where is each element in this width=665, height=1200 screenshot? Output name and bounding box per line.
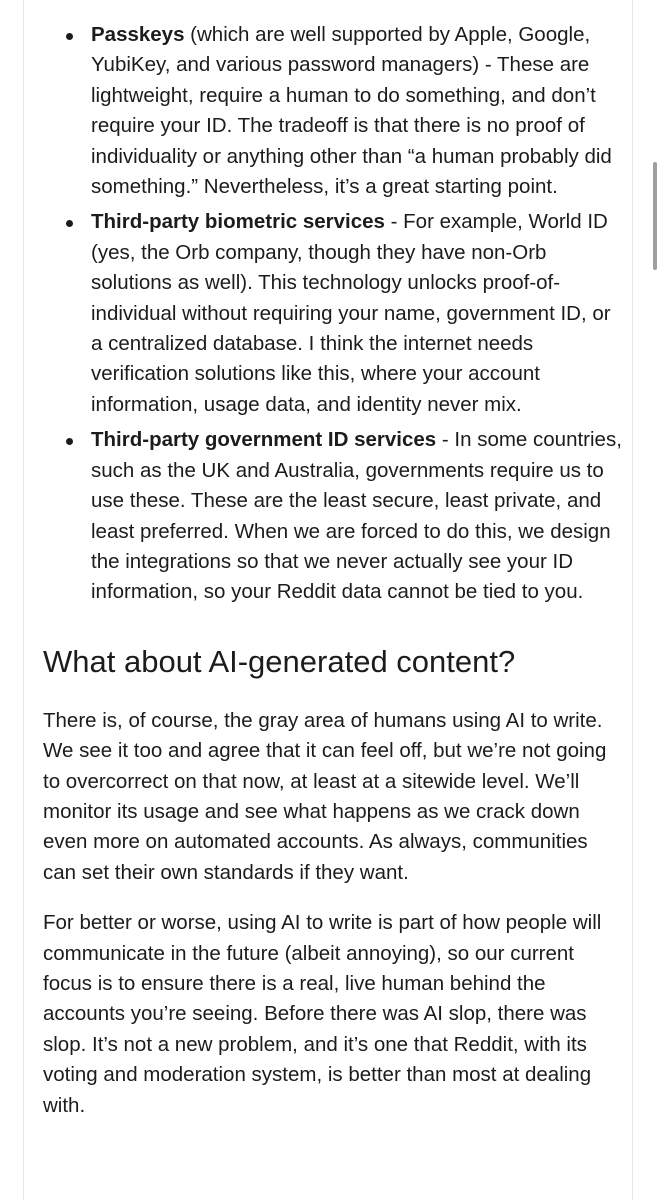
bullet-icon [66, 438, 73, 445]
paragraph-gray-area: There is, of course, the gray area of humans using AI to write. We see it too and agree that it can feel off, but we’re not going to overcorrect on that now, at least at a sitewide level. We’ll monitor its usage and see what happens as we crack down even more on automated accounts. As always, communities can set their own standards if they want. [43, 708, 607, 884]
list-item-text: - In some countries, such as the UK and Australia, governments require us to use these. These are the least secure, least private, and least preferred. When we are forced to do this, we design the integrations so that we never actually see your ID information, so your Reddit data cannot be tied to you. [91, 428, 622, 604]
content-right-border [632, 0, 633, 1200]
bullet-icon [66, 33, 73, 40]
article-body [43, 20, 625, 1141]
bullet-icon [66, 220, 73, 227]
list-item-passkeys [43, 20, 625, 202]
paragraph-future-communication: For better or worse, using AI to write is part of how people will communicate in the future (albeit annoying), so our current focus is to ensure there is a real, live human behind the accounts you’re seeing. Before there was AI slop, there was slop. It’s not a new problem, and it’s one that Reddit, with its voting and moderation system, is better than most at dealing with. [43, 911, 602, 1117]
list-item-text: (which are well supported by Apple, Google, YubiKey, and various password managers) - These are lightweight, require a human to do something, and don’t require your ID. The tradeoff is that there is no proof of individuality or anything other than “a human probably did something.” Nevertheless, it’s a great starting point. [91, 23, 612, 199]
content-left-border [23, 0, 24, 1200]
list-item-government-id [43, 425, 625, 607]
scrollbar-thumb[interactable] [653, 162, 657, 270]
list-item-term: Third-party biometric services [91, 210, 385, 234]
list-item-term: Third-party government ID services [91, 428, 437, 452]
list-item-text: - For example, World ID (yes, the Orb company, though they have non-Orb solutions as well). This technology unlocks proof-of-individual without requiring your name, government ID, or a centralized database. I think the internet needs verification solutions like this, where your account information, usage data, and identity never mix. [91, 210, 611, 416]
section-heading: What about AI-generated content? [43, 643, 516, 679]
list-item-biometric [43, 207, 625, 420]
verification-options-list [43, 20, 625, 608]
list-item-term: Passkeys [91, 23, 185, 46]
